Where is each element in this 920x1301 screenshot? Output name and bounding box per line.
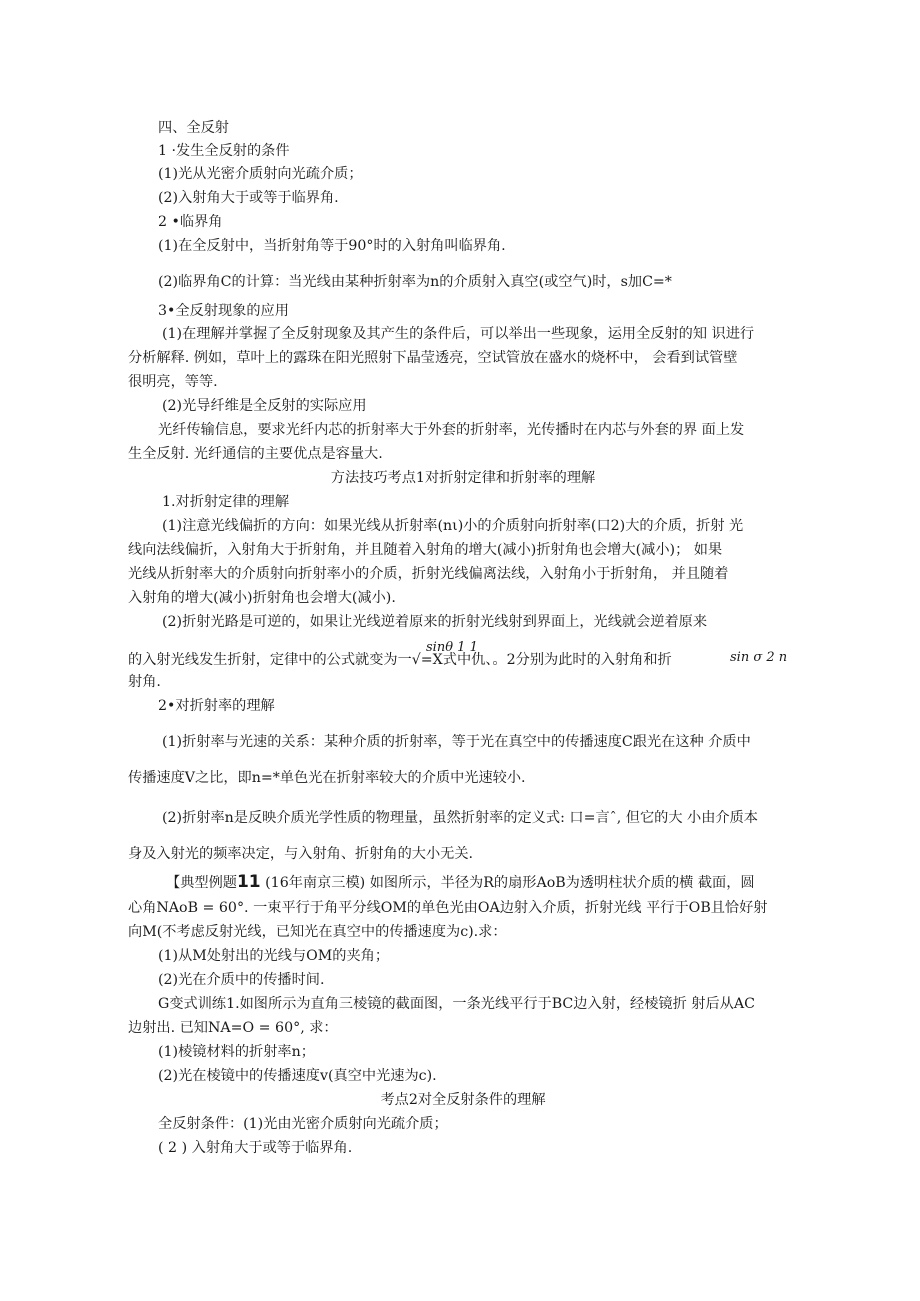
method-heading-1: 方法技巧考点1对折射定律和折射率的理解 (330, 470, 596, 486)
condition-1: (1)光从光密介质射向光疏介质； (158, 166, 363, 182)
method-heading-2: 考点2对全反射条件的理解 (380, 1092, 546, 1108)
paragraph-line: 的入射光线发生折射，定律中的公式就变为一√=X式中仇、。2分别为此时的入射角和折 (128, 652, 672, 668)
example-text: (16年南京三模) 如图所示，半径为R的扇形AoB为透明柱状介质的横 截面，圆 (260, 875, 755, 891)
example-number: 11 (236, 872, 261, 892)
subheading-applications: 3•全反射现象的应用 (158, 303, 289, 319)
question-2: (2)光在介质中的传播时间. (158, 972, 325, 988)
paragraph-line: 射角. (128, 674, 161, 690)
question-1: (1)棱镜材料的折射率n； (158, 1044, 315, 1060)
question-2: (2)光在棱镜中的传播速度v(真空中光速为c). (158, 1068, 437, 1084)
paragraph-line: 光纤传输信息，要求光纤内芯的折射率大于外套的折射率，光传播时在内芯与外套的界 面上发 (158, 422, 745, 438)
paragraph-line: 生全反射. 光纤通信的主要优点是容量大. (128, 446, 383, 462)
critical-angle-calculation: (2)临界角C的计算：当光线由某种折射率为n的介质射入真空(或空气)时，s加C=* (158, 274, 672, 290)
section-heading-total-reflection: 四、全反射 (158, 120, 229, 136)
paragraph-line: 传播速度V之比，即n=*单色光在折射率较大的介质中光速较小. (128, 770, 526, 786)
paragraph-line: 全反射条件：(1)光由光密介质射向光疏介质； (158, 1116, 448, 1132)
paragraph-line: 心角NAoB = 60°. 一束平行于角平分线OM的单色光由OA边射入介质，折射光线 平行于OB且恰好射 (128, 900, 768, 916)
formula-numerator: sinθ 1 1 (426, 640, 478, 655)
paragraph-line: (2)光导纤维是全反射的实际应用 (162, 398, 367, 414)
formula-right: sin σ 2 n (730, 650, 788, 665)
question-1: (1)从M处射出的光线与OM的夹角； (158, 948, 390, 964)
paragraph-line: (1)在理解并掌握了全反射现象及其产生的条件后，可以举出一些现象，运用全反射的知 识进行 (162, 326, 755, 342)
paragraph-line: 入射角的增大(减小)折射角也会增大(减小). (128, 590, 396, 606)
paragraph-line: (2)折射光路是可逆的，如果让光线逆着原来的折射光线射到界面上，光线就会逆着原来 (162, 614, 708, 630)
paragraph-line: (1)折射率与光速的关系：某种介质的折射率，等于光在真空中的传播速度C跟光在这种 介质中 (162, 734, 751, 750)
paragraph-line: 向M(不考虑反射光线，已知光在真空中的传播速度为c).求： (128, 924, 507, 940)
subheading-critical-angle: 2 •临界角 (158, 214, 223, 230)
paragraph-line: 光线从折射率大的介质射向折射率小的介质，折射光线偏离法线，入射角小于折射角， 并且随着 (128, 566, 729, 582)
paragraph-line: ( 2 ) 入射角大于或等于临界角. (158, 1140, 353, 1156)
subheading-refractive-index: 2•对折射率的理解 (158, 698, 275, 714)
paragraph-line: 边射出. 已知NA=O = 60°, 求： (128, 1020, 338, 1036)
subheading-conditions: 1 ·发生全反射的条件 (158, 143, 290, 159)
subheading-refraction-law: 1.对折射定律的理解 (162, 494, 290, 510)
paragraph-line: G变式训练1.如图所示为直角三棱镜的截面图，一条光线平行于BC边入射，经棱镜折 射后从AC (158, 996, 755, 1012)
paragraph-line: (1)注意光线偏折的方向：如果光线从折射率(nι)小的介质射向折射率(口2)大的介质，折射 光 (162, 518, 744, 534)
paragraph-line: 分析解释. 例如，草叶上的露珠在阳光照射下晶莹透亮，空试管放在盛水的烧杯中， 会看到试管壁 (128, 350, 738, 366)
example-heading (166, 872, 836, 893)
example-label: 【典型例题 (166, 875, 237, 891)
critical-angle-definition: (1)在全反射中，当折射角等于90°时的入射角叫临界角. (158, 238, 506, 254)
paragraph-line: (2)折射率n是反映介质光学性质的物理量，虽然折射率的定义式: 口=言ˆ, 但它的大 小由介质本 (162, 810, 758, 826)
paragraph-line: 身及入射光的频率决定，与入射角、折射角的大小无关. (128, 846, 474, 862)
paragraph-line: 很明亮，等等. (128, 374, 218, 390)
paragraph-line: 线向法线偏折，入射角大于折射角，并且随着入射角的增大(减小)折射角也会增大(减小)； 如果 (128, 542, 723, 558)
condition-2: (2)入射角大于或等于临界角. (158, 190, 339, 206)
